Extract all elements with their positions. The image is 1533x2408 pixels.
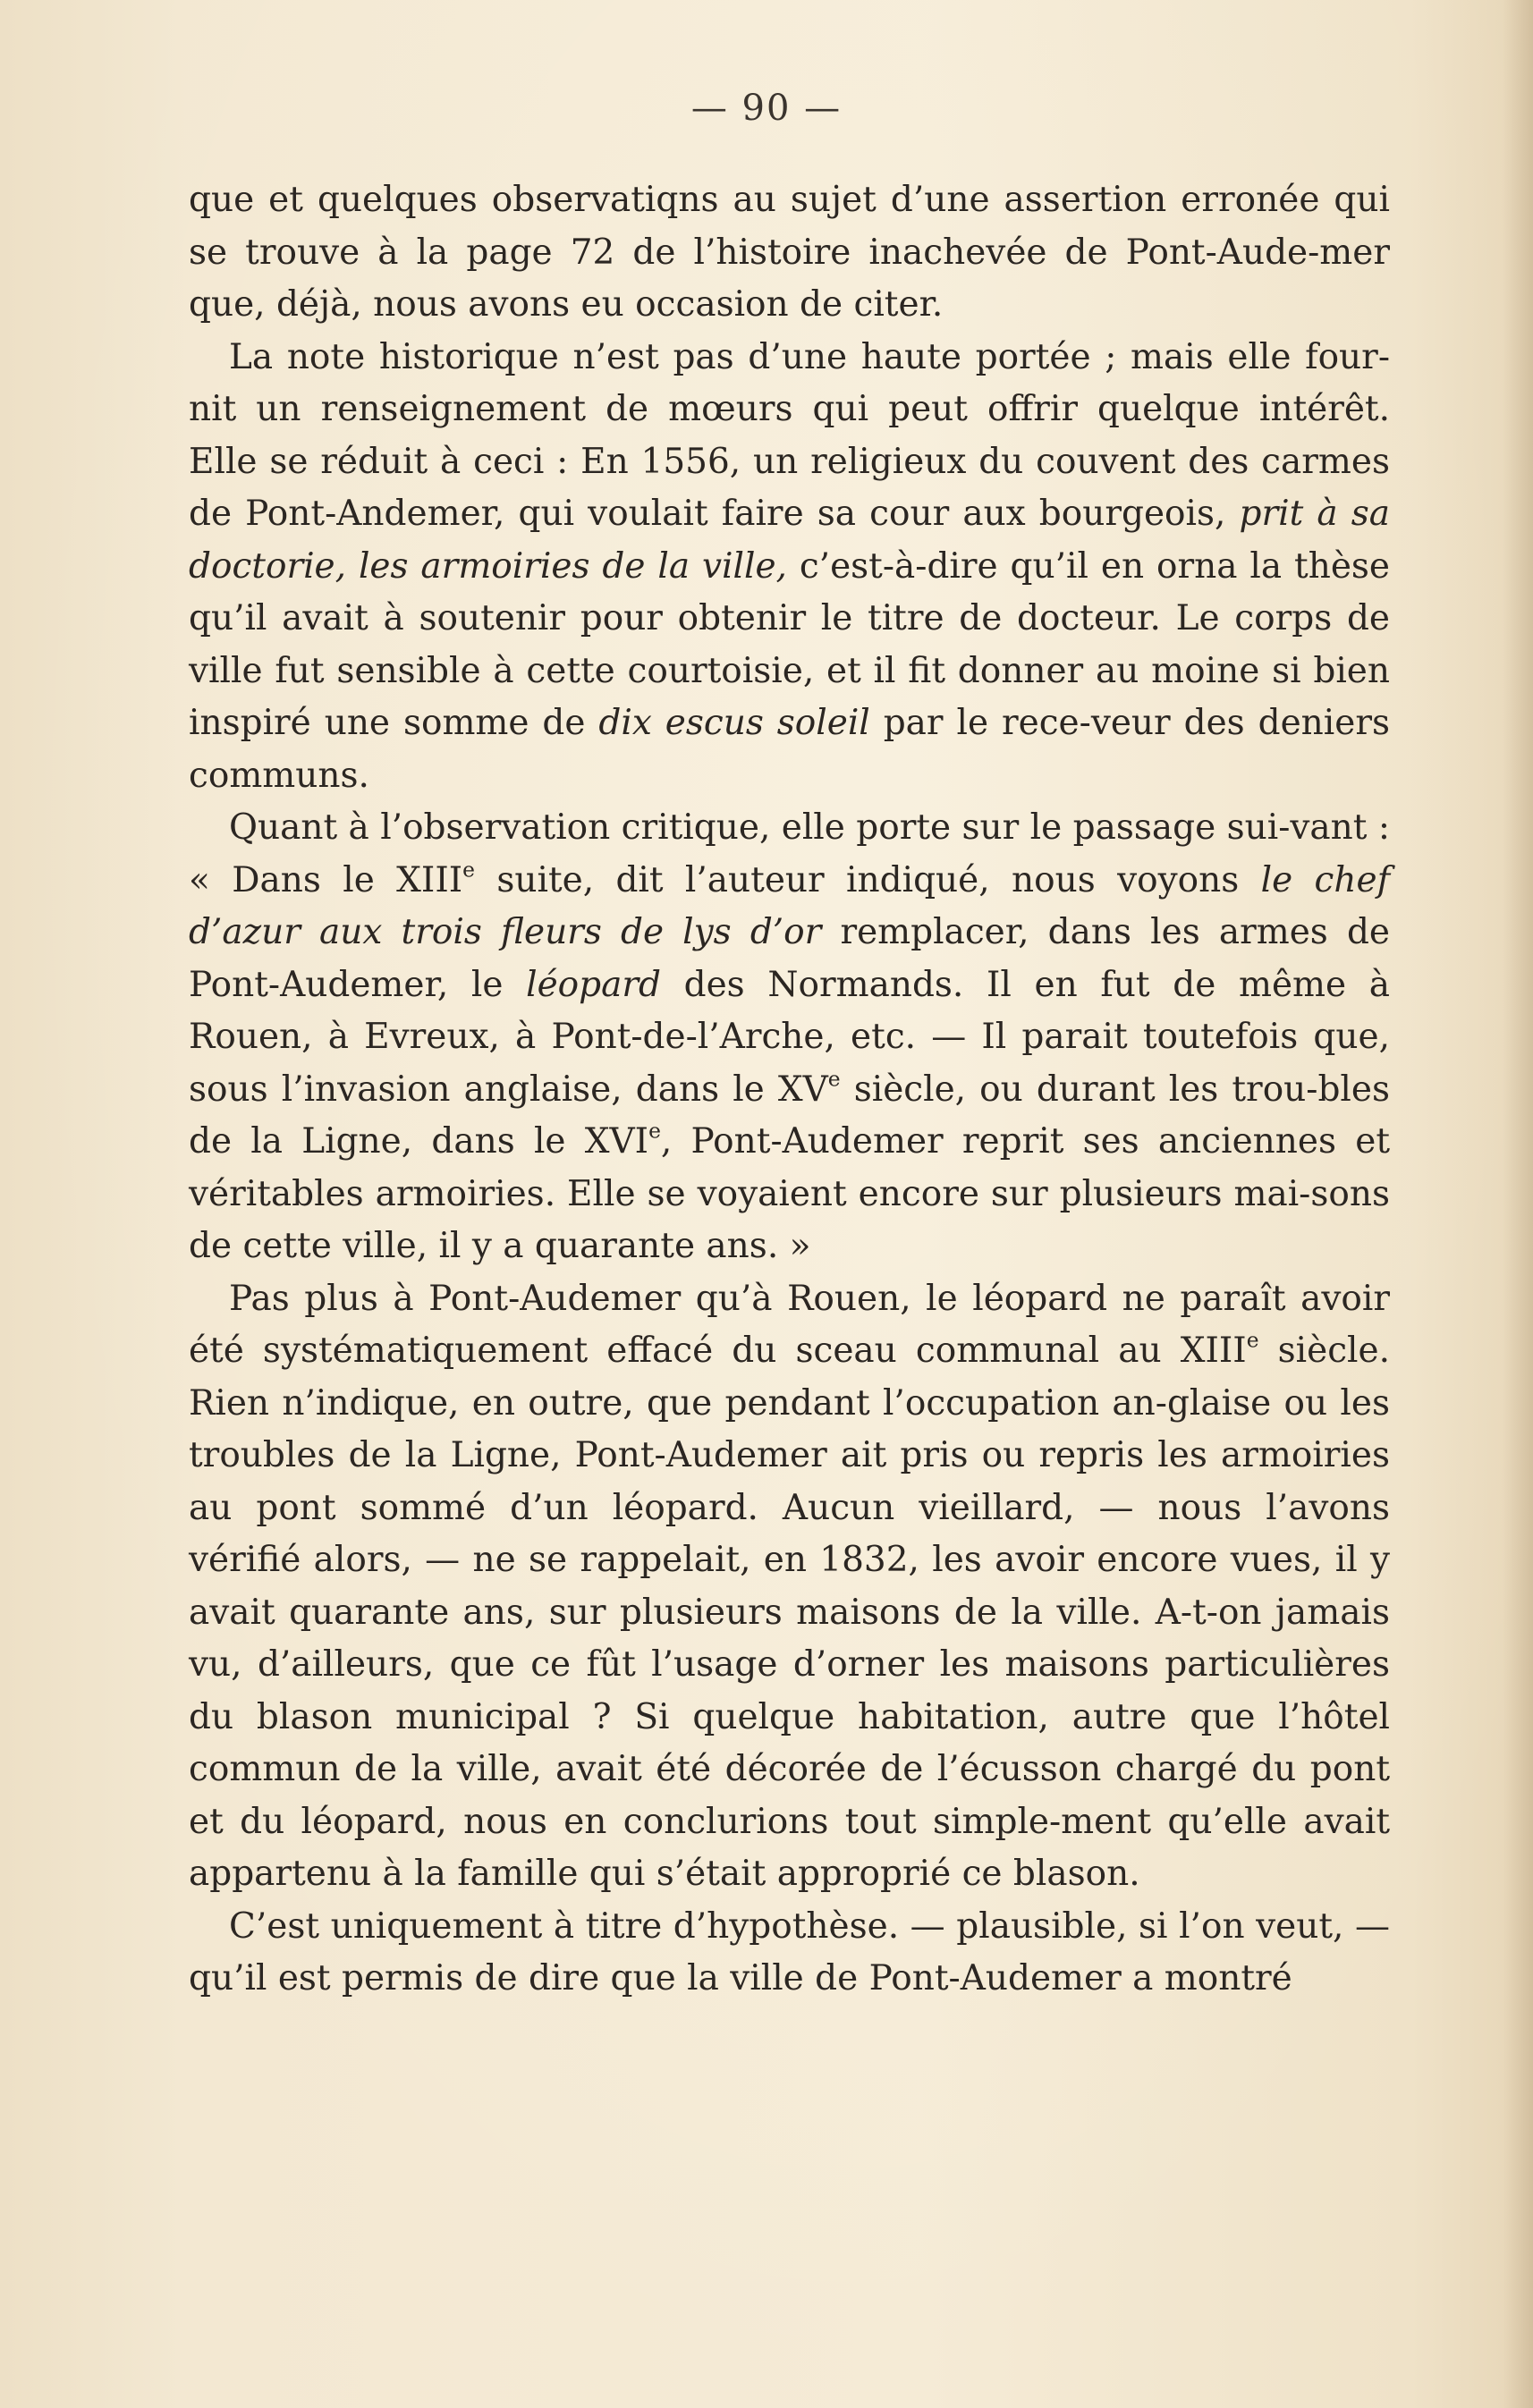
superscript: e: [648, 1118, 661, 1144]
paragraph: [189, 174, 1390, 332]
text-run: des Normands. Il en fut de même à Rouen, à Evreux, à Pont-de-l’Arche, etc. — Il parait toutefois que, sous l’invasion anglaise, dans le XV: [189, 964, 1390, 1110]
body-text: [189, 174, 1390, 2006]
paragraph: [189, 1273, 1390, 1901]
page-number: — 90 —: [690, 88, 843, 129]
italic-text: léopard: [526, 964, 661, 1005]
text-run: suite, dit l’auteur indiqué, nous voyons: [474, 859, 1261, 900]
paragraph: [189, 332, 1390, 803]
italic-text: dix escus soleil: [598, 703, 870, 743]
text-run: par le rece-veur des deniers communs.: [189, 703, 1390, 796]
paragraph: [189, 802, 1390, 1273]
text-run: remplacer, dans les armes de Pont-Audemer, le: [189, 912, 1390, 1005]
text-run: siècle, ou durant les trou-bles de la Ligne, dans le XVI: [189, 1069, 1391, 1162]
italic-text: le chef d’azur aux trois fleurs de lys d’or: [189, 859, 1390, 952]
page-edge-shadow: [1503, 0, 1533, 2408]
text-run: que et quelques observatiqns au sujet d’une assertion erronée qui se trouve à la page 72 de l’histoire inachevée de Pont-Aude-mer que, déjà, nous avons eu occasion de citer.: [189, 180, 1390, 325]
italic-text: prit à sa doctorie, les armoiries de la ville,: [189, 494, 1390, 587]
superscript: e: [827, 1066, 841, 1092]
superscript: e: [1246, 1327, 1259, 1353]
text-run: Quant à l’observation critique, elle porte sur le passage sui-vant : « Dans le XIII: [189, 807, 1390, 900]
text-run: c’est-à-dire qu’il en orna la thèse qu’il avait à soutenir pour obtenir le titre de docteur. Le corps de ville fut sensible à cette courtoisie, et il fit donner au moine si bien inspiré une somme de: [189, 545, 1390, 743]
paragraph: [189, 1901, 1390, 2006]
text-run: La note historique n’est pas d’une haute portée ; mais elle four-nit un renseignement de mœurs qui peut offrir quelque intérêt. Elle se réduit à ceci : En 1556, un religieux du couvent des carmes de Pont-Andemer, qui voulait faire sa cour aux bourgeois,: [189, 336, 1390, 534]
superscript: e: [462, 857, 475, 883]
text-run: siècle. Rien n’indique, en outre, que pendant l’occupation an-glaise ou les troubles de la Ligne, Pont-Audemer ait pris ou repris les armoiries au pont sommé d’un léopard. Aucun vieillard, — nous l’avons vérifié alors, — ne se rappelait, en 1832, les avoir encore vues, il y avait quarante ans, sur plusieurs maisons de la ville. A-t-on jamais vu, d’ailleurs, que ce fût l’usage d’orner les maisons particulières du blason municipal ? Si quelque habitation, autre que l’hôtel commun de la ville, avait été décorée de l’écusson chargé du pont et du léopard, nous en conclurions tout simple-ment qu’elle avait appartenu à la famille qui s’était approprié ce blason.: [189, 1331, 1390, 1894]
text-run: , Pont-Audemer reprit ses anciennes et véritables armoiries. Elle se voyaient encore sur plusieurs mai-sons de cette ville, il y a quarante ans. »: [189, 1121, 1390, 1266]
text-run: Pas plus à Pont-Audemer qu’à Rouen, le léopard ne paraît avoir été systématiquement effacé du sceau communal au XIII: [189, 1278, 1390, 1371]
text-run: C’est uniquement à titre d’hypothèse. — plausible, si l’on veut, — qu’il est permis de dire que la ville de Pont-Audemer a montré: [189, 1905, 1390, 1998]
